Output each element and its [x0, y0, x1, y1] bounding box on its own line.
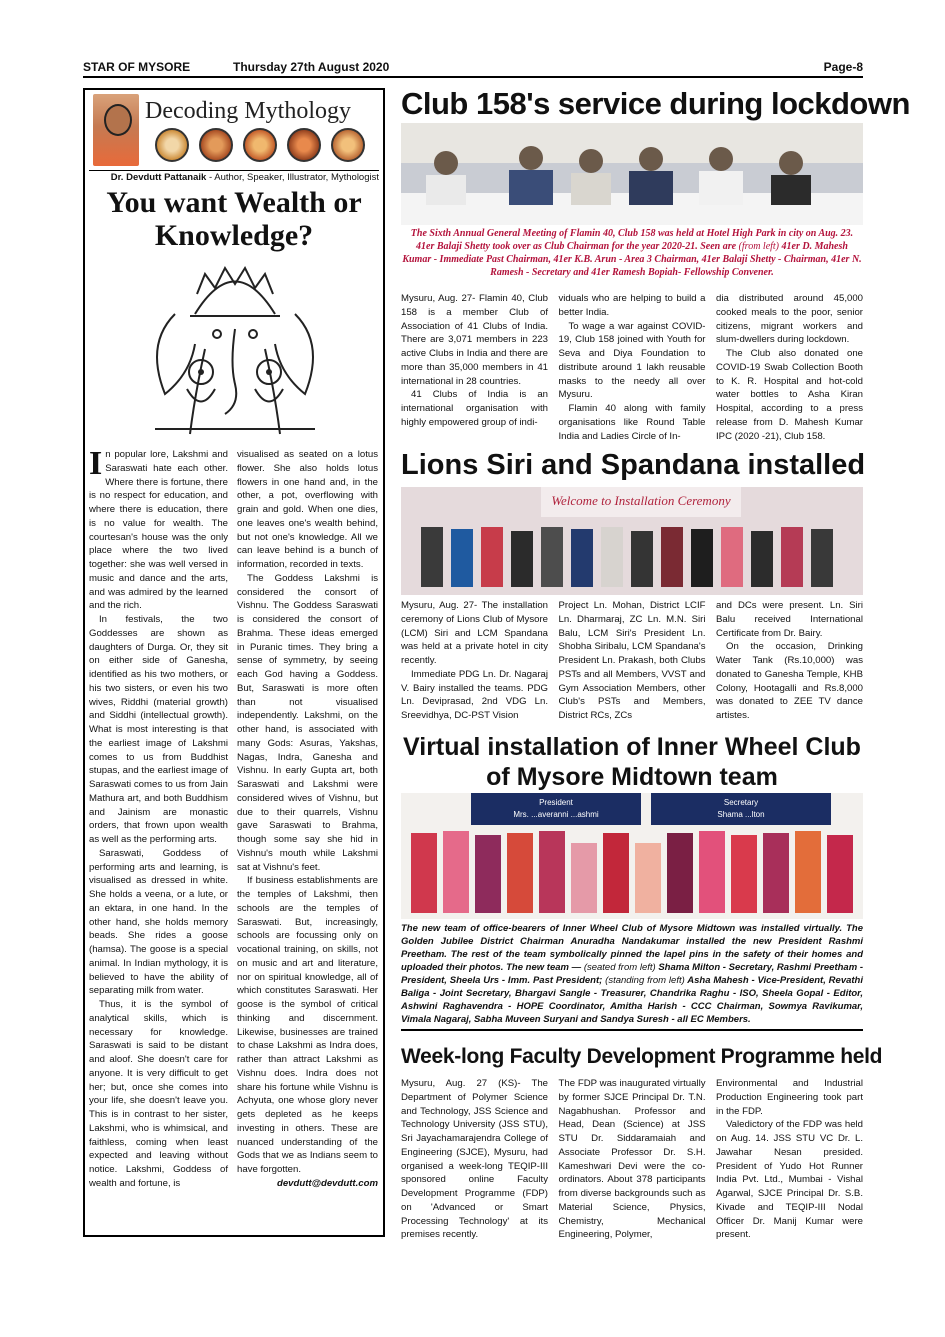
banner-text: Welcome to Installation Ceremony [551, 493, 731, 508]
paragraph: Saraswati, Goddess of performing arts and learning, is visualised as dressed in white. She holds a veena, or a lute, or an ektara, in one hand. In the other hand, she holds memory beads. She rides a goose (hamsa). The goose is a special animal. In Indian mythology, it is believed to have the ability of separating milk from water. [89, 847, 228, 997]
label-president: President [539, 798, 573, 807]
masthead [83, 60, 863, 78]
label-secretary-name: Shama ...lton [717, 810, 765, 819]
paragraph: If business establishments are the temples of Lakshmi, then schools are the temples of Saraswati. But, increasingly, schools are focussing only on vocational training, on skills, not on music and art and literature, nor on spiritual knowledge, all of which constitutes Saraswati. Her goose is the symbol of critical thinking and discernment. Likewise, businesses are trained to chase Lakshmi as Indra does, rather than attract Lakshmi as Vishnu does. Indra does not share his fortune while Vishnu is Achyuta, one whose glory never gets depleted as he keeps investing in others. These are nuanced understanding of the Gods that we as Indians seem to have forgotten. [237, 875, 378, 1175]
page-number: Page-8 [823, 60, 863, 74]
paragraph: In popular lore, Lakshmi and Saraswati hate each other. Where there is fortune, there is no respect for education, and where there is education, there is no value for wealth. The courtesan's house was the only place where the two lived together: she was well versed in music and dance and the arts, and was admired by the learned and the rich. [89, 445, 228, 612]
column-text-a [89, 445, 228, 1191]
author-email: devdutt@devdutt.com [276, 1177, 378, 1189]
author-byline [89, 170, 379, 183]
label-secretary: Secretary [723, 798, 759, 807]
club158-caption: The Sixth Annual General Meeting of Flamin 40, Club 158 was held at Hotel High Park in city on Aug. 23. 41er Balaji Shetty took over as Club Chairman for the year 2020-21. Seen are (from left) 41er D. Mahesh Kumar - Immediate Past Chairman, 41er K.B. Arun - Area 3 Chairman, 41er Balaji Shetty - Chairman, 41er N. Ramesh - Secretary and 41er Ramesh Bopiah- Fellowship Convener. [402, 228, 862, 278]
issue-date: Thursday 27th August 2020 [233, 60, 390, 74]
club158-headline: Club 158's service during lockdown [401, 86, 910, 121]
inner-wheel-photo [401, 793, 863, 919]
mask-icon [287, 128, 321, 162]
mask-icon [199, 128, 233, 162]
club158-photo [401, 123, 863, 225]
text-column: The FDP was inaugurated virtually by former SJCE Principal Dr. T.N. Nagabhushan. Professor and Head, Dean (Science) at JSS STU Dr. Siddaramaiah and Associate Professor Dr. S.H. Kameshwari Devi were the co-ordinators. About 378 participants from diverse backgrounds such as Material Science, Physics, Chemistry, Mechanical Engineering, Polymer, [558, 1078, 706, 1241]
text-column: Project Ln. Mohan, District LCIF Ln. Dharmaraj, ZC Ln. M.N. Siri Balu, LCM Siri's President Ln. Shobha Siribalu, LCM Spandana's President Ln. Prakash, both Clubs PSTs and all Members, VVST and Gym Association Members, other Club's PSTs and Members, District RCs, ZCs [558, 600, 706, 721]
column-text-b [237, 448, 378, 1191]
caption-from-left: (from left) [738, 241, 780, 252]
ganesha-illustration [135, 254, 335, 444]
paragraph: The Goddess Lakshmi is considered the consort of Vishnu. The Goddess Saraswati is considered the consort of Brahma. These ideas emerged in Puranic times. They bring a sense of symmetry, by seeing each God having a Goddess. But, Saraswati is more often than not visualised independently. Lakshmi, on the other hand, is associated with many Gods: Asuras, Yakshas, Nagas, Indra, Ganesha and Vishnu. In early Gupta art, both Saraswati and Lakshmi were considered wives of Vishnu, but due to their quarrels, Vishnu gave Saraswati to Brahma, though some say she hid in Vishnu's mouth while Lakshmi sat at Vishnu's feet. [237, 572, 378, 873]
lions-body [401, 599, 863, 723]
label-president-name: Mrs. ...averanni ...ashmi [513, 810, 599, 819]
mask-icon [331, 128, 365, 162]
lions-photo [401, 487, 863, 595]
mask-icon [155, 128, 189, 162]
paragraph: Thus, it is the symbol of analytical skills, which is necessary for knowledge. Saraswati is said to be distant and aloof. She doesn't care for anyone. It is very difficult to get her; but, once she comes into your life, she doesn't leave you. This is in contrast to her sister, Lakshmi, who is whimsical, and faithless, coming when least expected and leaving without notice. Lakshmi, Goddess of wealth and fortune, is [89, 999, 228, 1189]
column-header [89, 92, 379, 172]
paragraph: visualised as seated on a lotus flower. She also holds lotus flowers in one hand and, in the other, a pot, overflowing with grain and gold. When one dies, one leaves one's wealth behind, but not one's knowledge. All we can leave behind is a bunch of information, recorded in texts. [237, 449, 378, 570]
text-column: viduals who are helping to build a better India. To wage a war against COVID-19, Club 158 joined with Youth for Seva and Diya Foundation to distribute around 1 lakh reusable masks to the needy all over Mysuru. Flamin 40 along with family organisations like Round Table India and Ladies Circle of In- [558, 293, 706, 442]
inner-wheel-headline: Virtual installation of Inner Wheel Club of Mysore Midtown team [403, 733, 861, 791]
author-description: - Author, Speaker, Illustrator, Mythologist [206, 172, 379, 183]
fdp-headline: Week-long Faculty Development Programme held [401, 1045, 883, 1068]
author-name: Dr. Devdutt Pattanaik [110, 172, 207, 183]
dropcap: I [89, 445, 103, 482]
paragraph: In festivals, the two Goddesses are shown as daughters of Durga. Or, they sit on either side of Ganesha, identified as his two mothers, or his two sisters, or even his two wives, Riddhi (material growth) and Siddhi (intellectual growth). What is most interesting is that the earliest image of Lakshmi comes to us from Buddhist stupas, and the earliest image of Saraswati comes to us from Jain Mathura art, and both Buddhism and Jainism are monastic orders, that frown upon wealth as well as the performing arts. [89, 614, 228, 845]
series-title: Decoding Mythology [145, 98, 351, 124]
decoding-mythology-column [83, 88, 385, 1237]
mythology-masks [155, 128, 375, 164]
text-column: Mysuru, Aug. 27- The installation ceremony of Lions Club of Mysore (LCM) Siri and LCM Spandana was held at a private hotel in city recently. Immediate PDG Ln. Dr. Nagaraj V. Bairy installed the teams. PDG Ln. Deviprasad, 2nd VDG Ln. Sreevidhya, DC-PST Vision [401, 600, 548, 721]
text-column: dia distributed around 45,000 cooked meals to the poor, senior citizens, migrant workers and slum-dwellers during lockdown. The Club also donated one COVID-19 Swab Collection Booth to K. R. Hospital and hot-cold water bottles to Asha Kiran Hospital, according to a press release from D. Mahesh Kumar IPC (2020 -21), Club 158. [716, 293, 863, 442]
mask-icon [243, 128, 277, 162]
inner-wheel-caption: The new team of office-bearers of Inner Wheel Club of Mysore Midtown was installed virtually. The Golden Jubilee District Chairman Anuradha Nandakumar installed the new President Rashmi Preetham. The rest of the team symbolically pinned the lapel pins in the safety of their homes and uploaded their photos. The new team — (seated from left) Shama Milton - Secretary, Rashmi Preetham - President, Sheela Urs - Imm. Past President; (standing from left) Asha Mahesh - Vice-President, Revathi Baliga - Joint Secretary, Bhargavi Sangle - Treasurer, Chandrika Raghu - ISO, Sheela Gopal - Editor, Ashwini Raghavendra - HOPE Coordinator, Amitha Harish - CCC Chairman, Sowmya Ravikumar, Vimala Nagaraj, Sabha Muveen Suryani and Sandya Suresh - all EC Members. [401, 922, 863, 1031]
text-column: and DCs were present. Ln. Siri Balu received International Certificate from Dr. Bairy. On the occasion, Drinking Water Tank (Rs.10,000) was donated to Ganesha Temple, KHB Colony, Hootagalli and Rs.8,000 was donated to ZEE TV dance artistes. [716, 600, 863, 721]
text-column: Mysuru, Aug. 27 (KS)- The Department of Polymer Science and Technology, JSS Science and Technology University (JSS STU), Sri Jayachamarajendra College of Engineering (SJCE), Mysuru, had organised a week-long TEQIP-III sponsored online Faculty Development Programme (FDP) on 'Advanced or Smart Processing Technology' at its premises recently. [401, 1078, 548, 1241]
article-heading: You want Wealth or Knowledge? [106, 186, 362, 252]
fdp-body [401, 1077, 863, 1242]
text-column: Mysuru, Aug. 27- Flamin 40, Club 158 is a member Club of Association of 41 Clubs of India. There are 3,071 members in 223 active Clubs in India and there are more than 35,000 members in 41 international in 28 countries. 41 Clubs of India is an international organisation with highly empowered group of indi- [401, 293, 548, 428]
lions-headline: Lions Siri and Spandana installed [401, 449, 866, 481]
text-column: Environmental and Industrial Production Engineering took part in the FDP. Valedictory of the FDP was held on Aug. 14. JSS STU VC Dr. L. Jawahar Nesan presided. President of Yudo Hot Runner India Pvt. Ltd., Mumbai - Vishal Agarwal, SJCE Principal Dr. S.B. Kivade and TEQIP-III Nodal Officer Dr. Manij Kumar were present. [716, 1078, 863, 1241]
author-photo [93, 94, 139, 166]
paper-name: STAR OF MYSORE [83, 60, 191, 74]
club158-body [401, 292, 863, 443]
